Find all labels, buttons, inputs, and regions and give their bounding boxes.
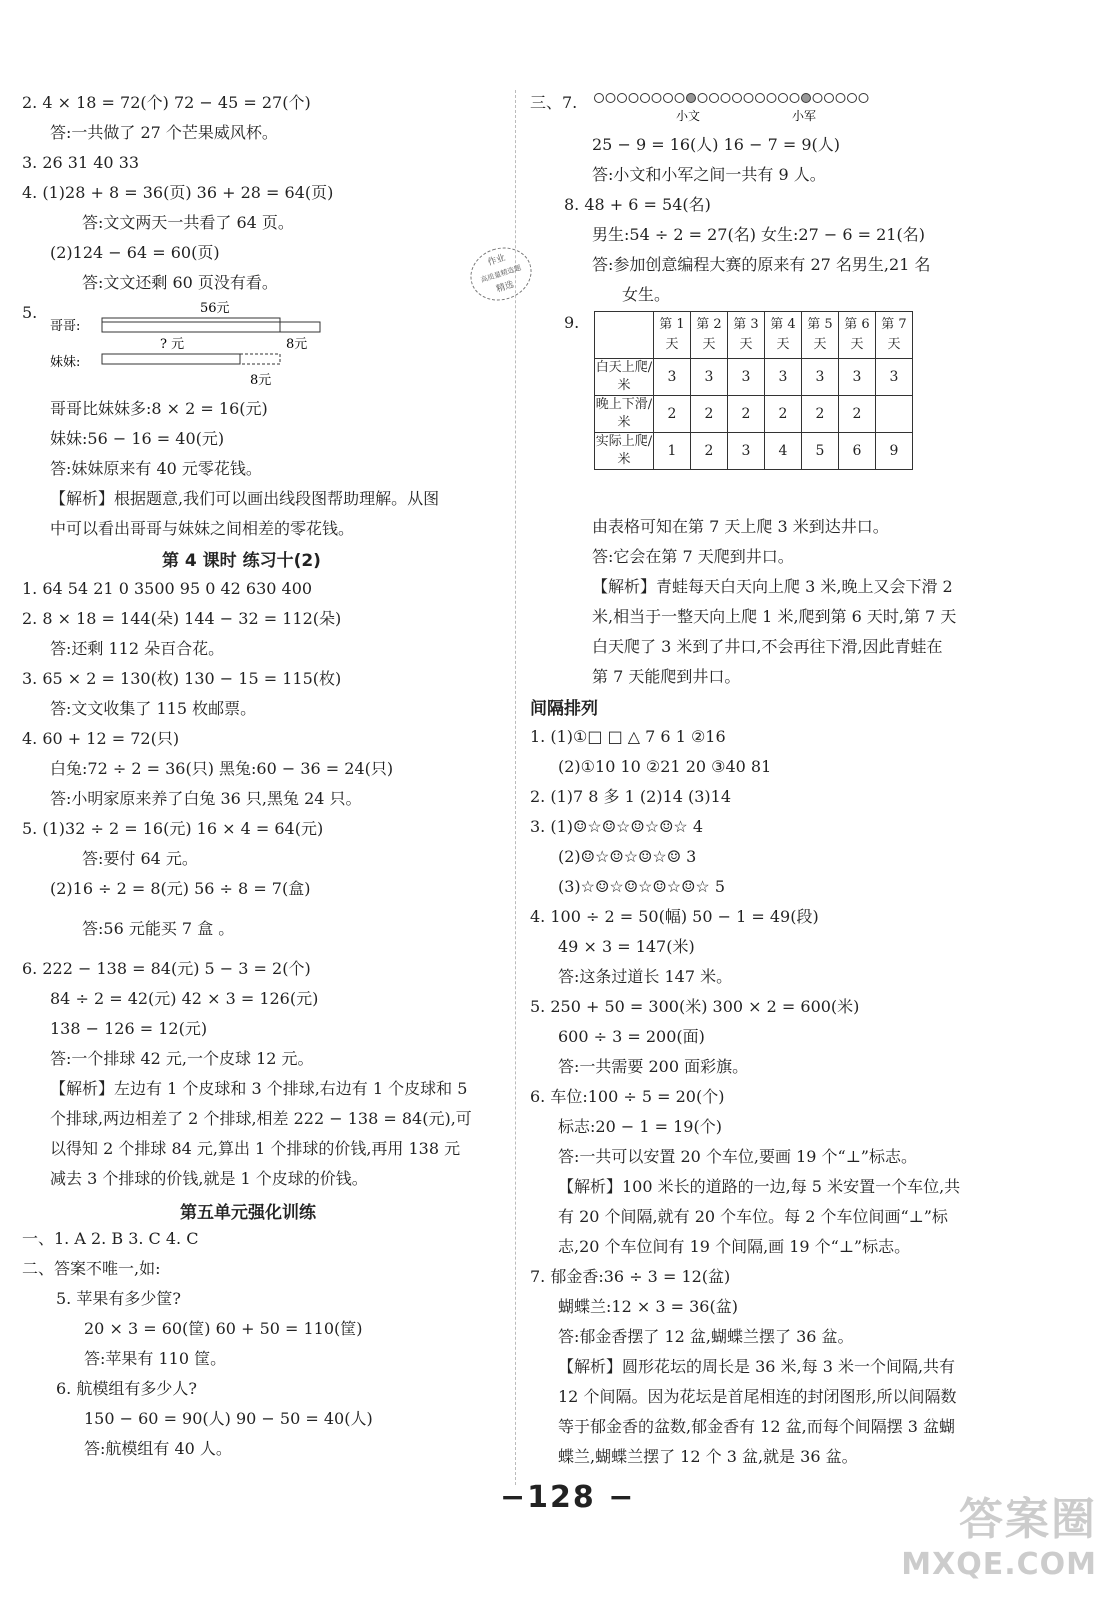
table-cell: 2 [839,396,876,433]
answer-line: 5. (1)32 ÷ 2 = 16(元) 16 × 4 = 64(元) [22,819,324,838]
table-header-cell [595,312,654,359]
answer-line: 答:一共做了 27 个芒果威风杯。 [50,123,278,142]
table-cell: 2 [654,396,691,433]
diagram-brother-bar [102,322,320,332]
answer-line: 3. (1)☺☆☺☆☺☆☺☆ 4 [530,817,704,836]
homework-stamp: 作业 高质量精选题 精选 [463,240,538,309]
queue-person [802,94,811,103]
answer-line: 6. 222 − 138 = 84(元) 5 − 3 = 2(个) [22,959,311,978]
answer-line: 答:一个排球 42 元,一个皮球 12 元。 [50,1049,314,1068]
answer-line: 9. [564,313,580,332]
answer-line: 哥哥比妹妹多:8 × 2 = 16(元) [50,399,268,418]
answer-line: 答:郁金香摆了 12 盆,蝴蝶兰摆了 36 盆。 [558,1327,854,1346]
table-cell: 2 [691,433,728,470]
queue-person [848,94,857,103]
queue-person [618,94,627,103]
queue-person [606,94,615,103]
answer-line: (2)☺☆☺☆☺☆☺ 3 [558,847,697,866]
section-title: 间隔排列 [530,699,598,719]
answer-line: 答:文文收集了 115 枚邮票。 [50,699,257,718]
queue-person [595,94,604,103]
answer-line: 5. 250 + 50 = 300(米) 300 × 2 = 600(米) [530,997,860,1016]
queue-person [652,94,661,103]
answer-line: 第 7 天能爬到井口。 [592,667,741,686]
watermark: 答案圈 MXQE.COM [901,1494,1097,1582]
diagram-total-label: 56元 [200,301,230,316]
answer-line: 6. 车位:100 ÷ 5 = 20(个) [530,1087,725,1106]
answer-line: (2)①10 10 ②21 20 ③40 81 [558,757,772,776]
answer-line: 8. 48 + 6 = 54(名) [564,195,711,214]
queue-person [675,94,684,103]
answer-line: 150 − 60 = 90(人) 90 − 50 = 40(人) [84,1409,373,1428]
answer-line: 答:还剩 112 朵百合花。 [50,639,225,658]
queue-person [836,94,845,103]
table-cell: 1 [654,433,691,470]
answer-line: 二、答案不唯一,如: [22,1259,161,1278]
answer-line: 答:小明家原来养了白兔 36 只,黑兔 24 只。 [50,789,362,808]
diagram-sister-bar [102,354,240,364]
answer-line: 答:文文两天一共看了 64 页。 [82,213,294,232]
table-header-cell: 第 2 天 [691,312,728,359]
answer-line: 600 ÷ 3 = 200(面) [558,1027,705,1046]
queue-person [698,94,707,103]
answer-line: 答:参加创意编程大赛的原来有 27 名男生,21 名 [592,255,931,274]
answer-line: 3. 65 × 2 = 130(枚) 130 − 15 = 115(枚) [22,669,342,688]
answer-line: (3)☆☺☆☺☆☺☆☺☆ 5 [558,877,726,896]
answer-line: 答:它会在第 7 天爬到井口。 [592,547,794,566]
answer-line: 由表格可知在第 7 天上爬 3 米到达井口。 [592,517,889,536]
answer-line: 5. [22,303,38,322]
table-row-label: 白天上爬/米 [595,359,654,396]
answer-line: 3. 26 31 40 33 [22,153,140,172]
answer-line: 答:苹果有 110 筐。 [84,1349,227,1368]
queue-person [721,94,730,103]
answer-line: 20 × 3 = 60(筐) 60 + 50 = 110(筐) [84,1319,363,1338]
table-cell: 2 [802,396,839,433]
table-cell: 3 [802,359,839,396]
table-cell: 3 [839,359,876,396]
table-row-label: 实际上爬/米 [595,433,654,470]
answer-line: 标志:20 − 1 = 19(个) [558,1117,722,1136]
table-header-cell: 第 5 天 [802,312,839,359]
answer-line: 妹妹:56 − 16 = 40(元) [50,429,225,448]
answer-line: 答:这条过道长 147 米。 [558,967,733,986]
answer-line: 答:航模组有 40 人。 [84,1439,232,1458]
answer-line: 答:小文和小军之间一共有 9 人。 [592,165,826,184]
answer-line: 1. 64 54 21 0 3500 95 0 42 630 400 [22,579,313,598]
queue-person [779,94,788,103]
table-header-cell: 第 4 天 [765,312,802,359]
table-cell [876,396,913,433]
queue-person [641,94,650,103]
answer-line: 12 个间隔。因为花坛是首尾相连的封闭图形,所以间隔数 [558,1387,957,1406]
answer-line: 中可以看出哥哥与妹妹之间相差的零花钱。 [50,519,355,538]
answer-line: 4. 60 + 12 = 72(只) [22,729,180,748]
diagram-sister-label: 妹妹: [50,355,81,370]
answer-line: 4. 100 ÷ 2 = 50(幅) 50 − 1 = 49(段) [530,907,819,926]
answer-line: 2. (1)7 8 多 1 (2)14 (3)14 [530,787,732,806]
answer-line: 2. 8 × 18 = 144(朵) 144 − 32 = 112(朵) [22,609,342,628]
section-title: 第五单元强化训练 [180,1203,316,1223]
answer-line: 答:要付 64 元。 [82,849,198,868]
answer-line: 1. (1)①□ □ △ 7 6 1 ②16 [530,727,726,746]
queue-diagram [594,92,894,128]
queue-person [687,94,696,103]
answer-line: 4. (1)28 + 8 = 36(页) 36 + 28 = 64(页) [22,183,334,202]
table-header-cell: 第 6 天 [839,312,876,359]
queue-xiaowen-label: 小文 [676,109,701,123]
table-header-cell: 第 1 天 [654,312,691,359]
answer-line: 白天爬了 3 米到了井口,不会再往下滑,因此青蛙在 [592,637,943,656]
answer-line: 5. 苹果有多少筐? [56,1289,181,1308]
frog-climb-table [594,311,913,470]
table-cell: 3 [728,359,765,396]
answer-line: 【解析】根据题意,我们可以画出线段图帮助理解。从图 [50,489,440,508]
answer-line: 有 20 个间隔,就有 20 个车位。每 2 个车位间画“⊥”标 [558,1207,948,1226]
table-cell: 3 [765,359,802,396]
queue-person [629,94,638,103]
queue-person [664,94,673,103]
queue-person [813,94,822,103]
answer-line: 个排球,两边相差了 2 个排球,相差 222 − 138 = 84(元),可 [50,1109,472,1128]
table-row-label: 晚上下滑/米 [595,396,654,433]
diagram-diff-top-label: 8元 [286,337,308,352]
answer-line: 白兔:72 ÷ 2 = 36(只) 黑兔:60 − 36 = 24(只) [50,759,394,778]
answer-line: 等于郁金香的盆数,郁金香有 12 盆,而每个间隔摆 3 盆蝴 [558,1417,956,1436]
queue-person [733,94,742,103]
answer-line: 一、1. A 2. B 3. C 4. C [22,1229,199,1248]
answer-line: 男生:54 ÷ 2 = 27(名) 女生:27 − 6 = 21(名) [592,225,925,244]
diagram-diff-bottom-label: 8元 [250,373,272,388]
table-cell: 4 [765,433,802,470]
answer-line: 答:妹妹原来有 40 元零花钱。 [50,459,262,478]
queue-person [859,94,868,103]
table-cell: 3 [876,359,913,396]
answer-line: 84 ÷ 2 = 42(元) 42 × 3 = 126(元) [50,989,319,1008]
answer-line: 6. 航模组有多少人? [56,1379,197,1398]
answer-line: 49 × 3 = 147(米) [558,937,695,956]
queue-person [710,94,719,103]
queue-person [790,94,799,103]
answer-line: 【解析】100 米长的道路的一边,每 5 米安置一个车位,共 [558,1177,961,1196]
answer-line: 2. 4 × 18 = 72(个) 72 − 45 = 27(个) [22,93,311,112]
column-divider [515,90,516,1485]
answer-line: 志,20 个车位间有 19 个间隔,画 19 个“⊥”标志。 [558,1237,911,1256]
table-cell: 3 [654,359,691,396]
table-cell: 3 [691,359,728,396]
segment-diagram [50,300,350,390]
table-cell: 5 [802,433,839,470]
queue-person [756,94,765,103]
answer-line: 138 − 126 = 12(元) [50,1019,208,1038]
answer-line: 【解析】左边有 1 个皮球和 3 个排球,右边有 1 个皮球和 5 [50,1079,468,1098]
table-cell: 2 [691,396,728,433]
answer-line: 答:文文还剩 60 页没有看。 [82,273,278,292]
answer-line: 【解析】青蛙每天白天向上爬 3 米,晚上又会下滑 2 [592,577,953,596]
table-cell: 9 [876,433,913,470]
section-title: 第 4 课时 练习十(2) [162,551,321,571]
answer-line: 蝴蝶兰:12 × 3 = 36(盆) [558,1297,738,1316]
answer-line: (2)124 − 64 = 60(页) [50,243,220,262]
answer-line: 女生。 [622,285,671,304]
diagram-brother-label: 哥哥: [50,319,81,334]
queue-person [744,94,753,103]
answer-line: 米,相当于一整天向上爬 1 米,爬到第 6 天时,第 7 天 [592,607,957,626]
answer-line: 答:56 元能买 7 盒 。 [82,919,235,938]
diagram-total-brace [102,318,280,322]
diagram-q-label: ? 元 [160,337,185,352]
answer-line: 【解析】圆形花坛的周长是 36 米,每 3 米一个间隔,共有 [558,1357,956,1376]
answer-line: 7. 郁金香:36 ÷ 3 = 12(盆) [530,1267,731,1286]
table-header-cell: 第 3 天 [728,312,765,359]
queue-xiaojun-label: 小军 [792,109,817,123]
answer-line: 蝶兰,蝴蝶兰摆了 12 个 3 盆,就是 36 盆。 [558,1447,858,1466]
answer-line: 三、7. [530,93,578,112]
table-cell: 2 [765,396,802,433]
answer-line: 答:一共可以安置 20 个车位,要画 19 个“⊥”标志。 [558,1147,917,1166]
answer-line: 25 − 9 = 16(人) 16 − 7 = 9(人) [592,135,840,154]
queue-person [825,94,834,103]
table-cell: 3 [728,433,765,470]
table-header-cell: 第 7 天 [876,312,913,359]
answer-line: 以得知 2 个排球 84 元,算出 1 个排球的价钱,再用 138 元 [50,1139,461,1158]
answer-line: (2)16 ÷ 2 = 8(元) 56 ÷ 8 = 7(盒) [50,879,311,898]
queue-person [767,94,776,103]
table-cell: 6 [839,433,876,470]
answer-line: 减去 3 个排球的价钱,就是 1 个皮球的价钱。 [50,1169,368,1188]
answer-line: 答:一共需要 200 面彩旗。 [558,1057,749,1076]
page-number: −128 − [500,1480,636,1515]
table-cell: 2 [728,396,765,433]
